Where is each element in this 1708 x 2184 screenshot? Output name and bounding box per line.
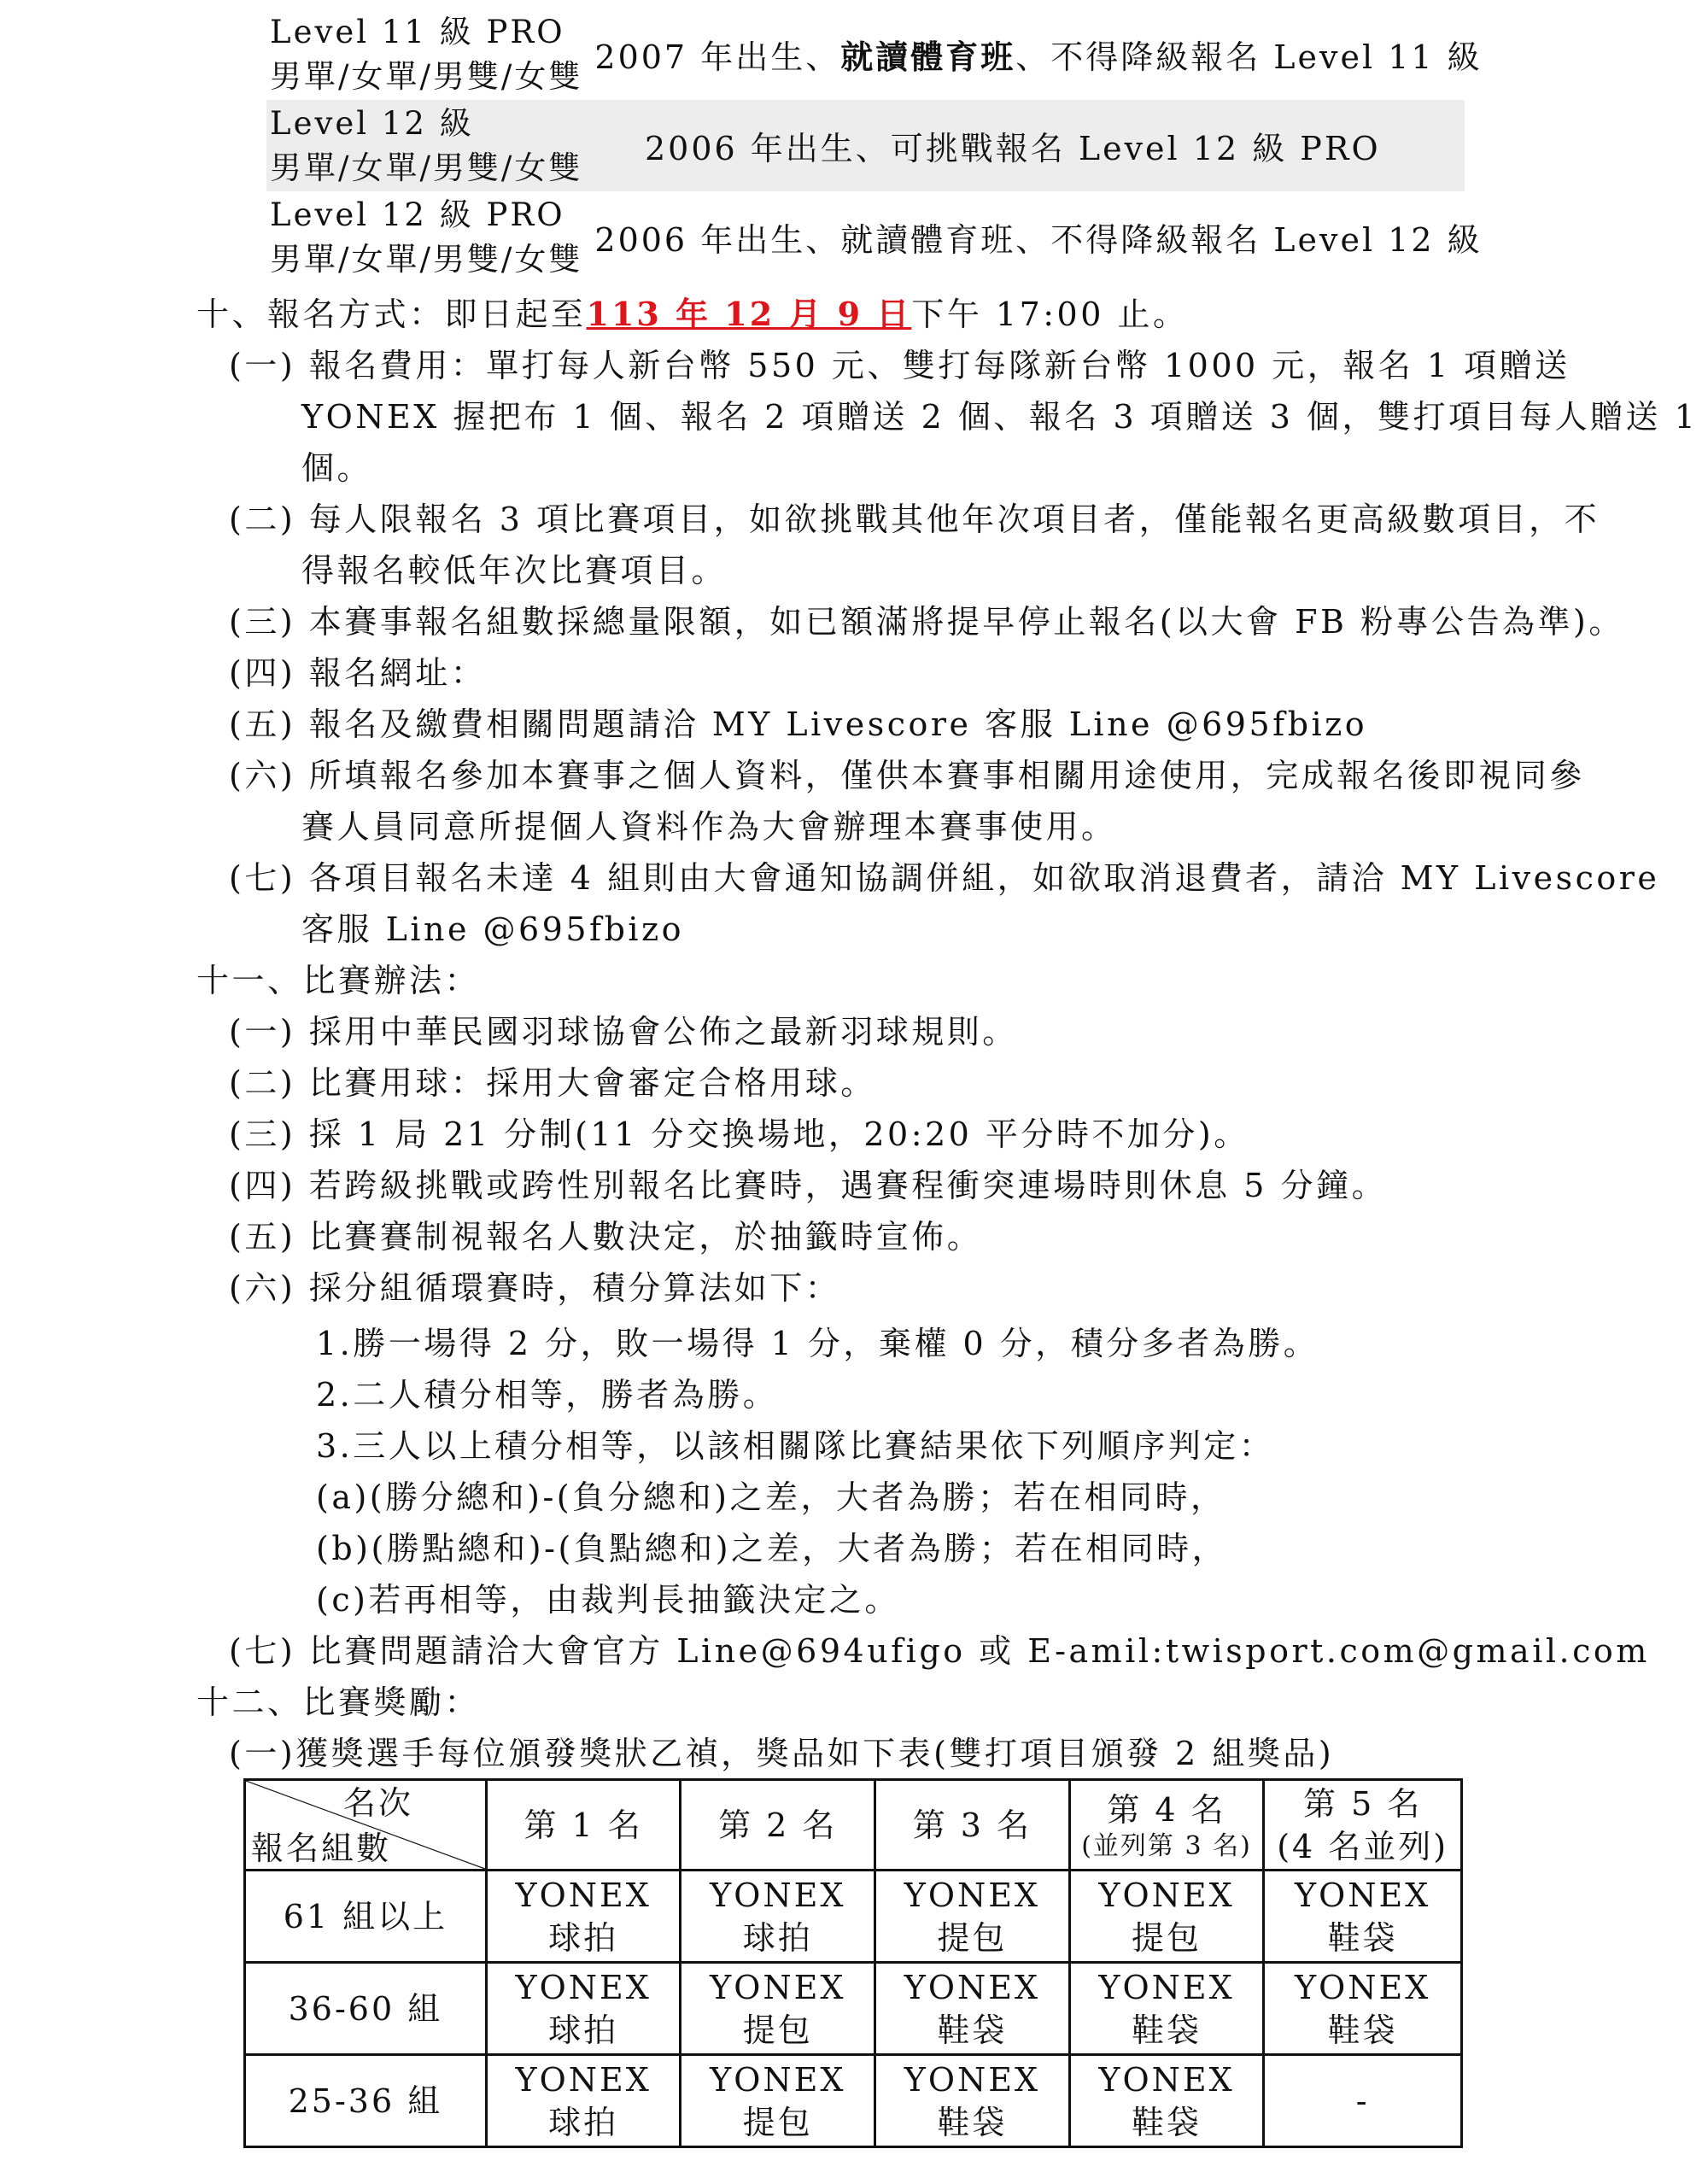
section-11-item: (四) 若跨級挑戰或跨性別報名比賽時，遇賽程衝突連場時則休息 5 分鐘。 (229, 1167, 1388, 1204)
rank-header-label: 第 4 名 (1107, 1790, 1226, 1829)
group-count-cell: 25-36 組 (245, 2055, 487, 2147)
prize-cell (1069, 1871, 1264, 1963)
level-name-line2: 男單/女單/男雙/女雙 (270, 57, 583, 95)
prize-brand: YONEX (710, 1968, 846, 2006)
level-name-line2: 男單/女單/男雙/女雙 (270, 149, 583, 186)
rank-header-label: 第 1 名 (524, 1806, 643, 1844)
prize-item: 提包 (1132, 1918, 1202, 1957)
rank-header-label: 第 5 名 (1302, 1784, 1423, 1823)
rank-header (875, 1780, 1070, 1871)
prize-table (243, 1778, 1463, 2148)
section-11-item: (三) 採 1 局 21 分制(11 分交換場地，20:20 平分時不加分)。 (229, 1115, 1249, 1153)
section-10-item: (四) 報名網址： (229, 654, 487, 692)
level-name-line1: Level 12 級 (270, 104, 474, 142)
prize-cell (875, 2055, 1070, 2147)
group-count-cell: 61 組以上 (245, 1871, 487, 1963)
level-table (266, 9, 1483, 283)
section-12-heading: 十二、比賽獎勵： (196, 1683, 481, 1721)
prize-item: 提包 (742, 2103, 813, 2141)
prize-item: 球拍 (548, 2103, 619, 2141)
prize-brand: YONEX (904, 2060, 1041, 2099)
section-11-heading: 十一、比賽辦法： (196, 962, 481, 999)
scoring-rule: (c)若再相等，由裁判長抽籤決定之。 (316, 1581, 900, 1619)
scoring-rule: (b)(勝點總和)-(負點總和)之差，大者為勝；若在相同時， (316, 1530, 1228, 1567)
section-10-heading-b: 下午 17:00 止。 (911, 296, 1189, 333)
section-11-item: (六) 採分組循環賽時，積分算法如下： (229, 1269, 841, 1307)
section-10-item: (七) 各項目報名未達 4 組則由大會通知協調併組，如欲取消退費者，請洽 MY Livescore (229, 859, 1660, 897)
prize-item: 鞋袋 (937, 2103, 1008, 2141)
level-name (266, 10, 582, 99)
section-10-item: 客服 Line @695fbizo (301, 910, 684, 948)
prize-cell (1069, 1963, 1264, 2055)
prize-brand: YONEX (710, 2060, 846, 2099)
section-11-item: (二) 比賽用球：採用大會審定合格用球。 (229, 1064, 876, 1102)
section-11-item: (五) 比賽賽制視報名人數決定，於抽籤時宣佈。 (229, 1218, 983, 1256)
registration-deadline: 113 年 12 月 9 日 (586, 295, 912, 333)
level-rule-part: 2007 年出生、 (594, 38, 841, 76)
section-10-item: 個。 (301, 449, 373, 487)
prize-item: 鞋袋 (1132, 2103, 1202, 2141)
level-rule-part: 2006 年出生、就讀體育班、不得降級報名 Level 12 級 (594, 221, 1483, 259)
rank-header (1264, 1780, 1462, 1871)
level-rule-part: 2006 年出生、可挑戰報名 Level 12 級 PRO (645, 130, 1381, 167)
prize-cell (1264, 2055, 1462, 2147)
prize-brand: YONEX (515, 1876, 652, 1914)
section-11-item: (一) 採用中華民國羽球協會公佈之最新羽球規則。 (229, 1013, 1018, 1051)
prize-item: 鞋袋 (1327, 1918, 1398, 1957)
prize-item: 鞋袋 (937, 2011, 1008, 2049)
prize-brand: YONEX (904, 1968, 1041, 2006)
level-name-line2: 男單/女單/男雙/女雙 (270, 240, 583, 278)
prize-item: 提包 (937, 1918, 1008, 1957)
prize-item: 鞋袋 (1327, 2011, 1398, 2049)
level-rule-part: 、不得降級報名 Level 11 級 (1015, 38, 1483, 76)
level-name-line1: Level 11 級 PRO (270, 13, 565, 50)
section-10-item: (二) 每人限報名 3 項比賽項目，如欲挑戰其他年次項目者，僅能報名更高級數項目，不 (229, 501, 1600, 538)
prize-item: 球拍 (742, 1918, 813, 1957)
scoring-rule: 3.三人以上積分相等，以該相關隊比賽結果依下列順序判定： (316, 1427, 1275, 1465)
corner-rank-label: 名次 (342, 1784, 413, 1822)
section-10-item: 賽人員同意所提個人資料作為大會辦理本賽事使用。 (301, 808, 1117, 846)
prize-cell (486, 1871, 681, 1963)
rank-header (681, 1780, 875, 1871)
prize-brand: YONEX (1098, 2060, 1235, 2099)
prize-cell (1264, 1871, 1462, 1963)
prize-brand: YONEX (710, 1876, 846, 1914)
section-10-item: (一) 報名費用：單打每人新台幣 550 元、雙打每隊新台幣 1000 元，報名 1 項贈送 (229, 347, 1571, 384)
prize-brand: YONEX (1295, 1968, 1431, 2006)
level-row (266, 9, 1483, 100)
section-10-item: (六) 所填報名參加本賽事之個人資料，僅供本賽事相關用途使用，完成報名後即視同參 (229, 757, 1585, 794)
level-rule-bold: 就讀體育班 (840, 38, 1016, 76)
rank-header-note: (4 名並列) (1277, 1827, 1449, 1865)
prize-cell (875, 1963, 1070, 2055)
prize-cell (1264, 1963, 1462, 2055)
prize-brand: - (1355, 2082, 1370, 2120)
section-10-heading (196, 293, 1188, 336)
section-10-heading-a: 十、報名方式：即日起至 (196, 296, 587, 333)
rank-header (486, 1780, 681, 1871)
prize-row (245, 1871, 1462, 1963)
section-12-intro: (一)獲獎選手每位頒發獎狀乙禎，獎品如下表(雙打項目頒發 2 組獎品) (229, 1735, 1335, 1772)
prize-brand: YONEX (515, 1968, 652, 2006)
rank-header-note: (並列第 3 名) (1081, 1830, 1252, 1861)
prize-cell (875, 1871, 1070, 1963)
prize-cell (1069, 2055, 1264, 2147)
level-row (266, 100, 1465, 191)
prize-item: 鞋袋 (1132, 2011, 1202, 2049)
scoring-rule: (a)(勝分總和)-(負分總和)之差，大者為勝；若在相同時， (316, 1478, 1226, 1516)
level-rule (582, 31, 1482, 78)
prize-item: 球拍 (548, 2011, 619, 2049)
corner-header (245, 1780, 487, 1871)
level-name (266, 102, 633, 190)
scoring-rule: 1.勝一場得 2 分，敗一場得 1 分，棄權 0 分，積分多者為勝。 (316, 1325, 1319, 1362)
section-10-item: (三) 本賽事報名組數採總量限額，如已額滿將提早停止報名(以大會 FB 粉專公告為準)。 (229, 603, 1624, 641)
prize-row (245, 1963, 1462, 2055)
prize-brand: YONEX (1295, 1876, 1431, 1914)
level-rule (633, 122, 1465, 169)
section-10-item: 得報名較低年次比賽項目。 (301, 552, 728, 589)
corner-count-label: 報名組數 (251, 1830, 392, 1867)
prize-table-header (245, 1780, 1462, 1871)
prize-cell (486, 1963, 681, 2055)
prize-brand: YONEX (1098, 1968, 1235, 2006)
scoring-rule: 2.二人積分相等，勝者為勝。 (316, 1376, 779, 1414)
level-row (266, 191, 1483, 283)
prize-brand: YONEX (904, 1876, 1041, 1914)
rank-header (1069, 1780, 1264, 1871)
prize-brand: YONEX (1098, 1876, 1235, 1914)
prize-brand: YONEX (515, 2060, 652, 2099)
prize-cell (681, 1963, 875, 2055)
prize-item: 球拍 (548, 1918, 619, 1957)
prize-cell (486, 2055, 681, 2147)
rank-header-label: 第 2 名 (718, 1806, 838, 1844)
prize-row (245, 2055, 1462, 2147)
prize-cell (681, 2055, 875, 2147)
section-11-item: (七) 比賽問題請洽大會官方 Line@694ufigo 或 E-amil:twisport.com@gmail.com (229, 1632, 1650, 1670)
prize-cell (681, 1871, 875, 1963)
section-10-item: YONEX 握把布 1 個、報名 2 項贈送 2 個、報名 3 項贈送 3 個，雙打項目每人贈送 1 (301, 398, 1699, 436)
rank-header-label: 第 3 名 (912, 1806, 1032, 1844)
prize-item: 提包 (742, 2011, 813, 2049)
section-10-item: (五) 報名及繳費相關問題請洽 MY Livescore 客服 Line @695fbizo (229, 706, 1368, 743)
level-name-line1: Level 12 級 PRO (270, 196, 565, 233)
group-count-cell: 36-60 組 (245, 1963, 487, 2055)
level-rule (582, 214, 1482, 261)
level-name (266, 193, 582, 282)
